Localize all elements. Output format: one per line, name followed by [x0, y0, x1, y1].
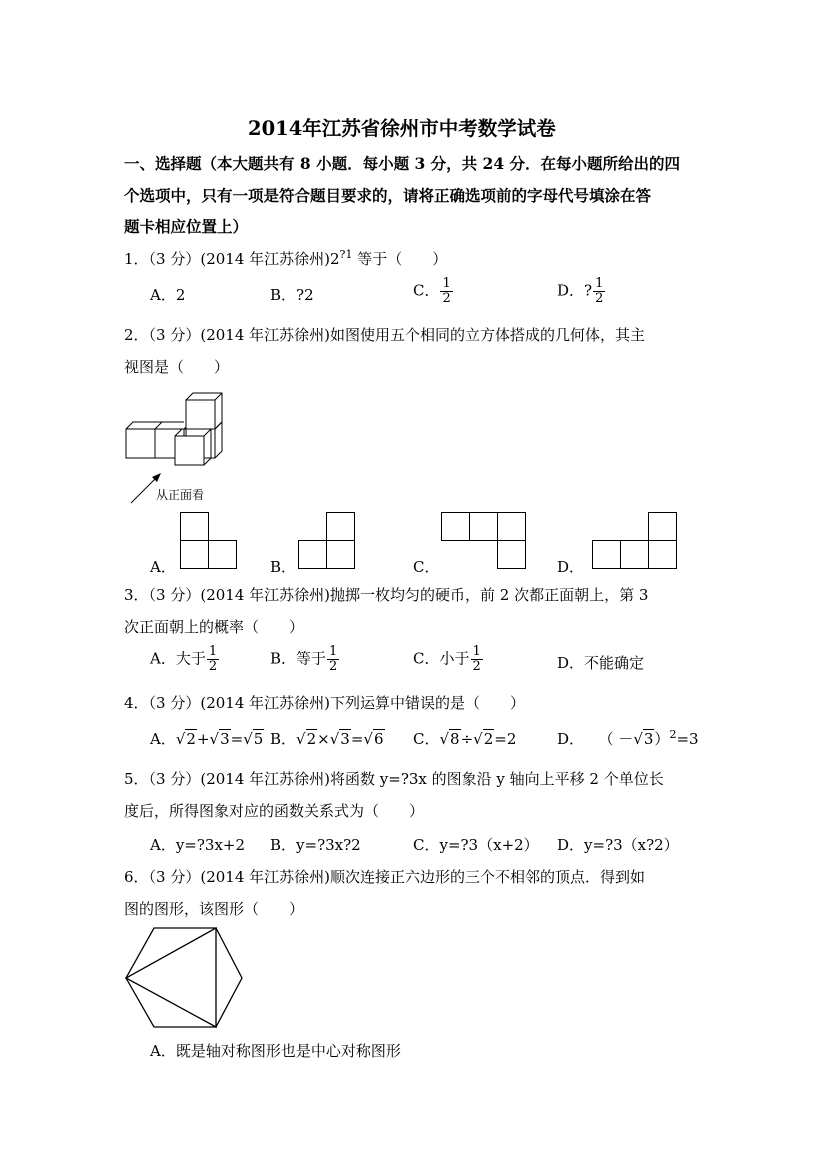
- section-instruction-line1: 一、选择题（本大题共有 8 小题．每小题 3 分，共 24 分．在每小题所给出的四: [124, 154, 681, 173]
- fraction-denominator: 2: [329, 659, 338, 674]
- q2-option-a-label[interactable]: A．: [150, 558, 176, 576]
- q1-stem-prefix: 1．（3 分）(2014 年江苏徐州)2: [124, 250, 340, 268]
- q2-option-b-figure[interactable]: [298, 512, 358, 572]
- option-label: A．: [150, 286, 176, 304]
- sqrt: √2: [175, 730, 196, 748]
- radicand: 3: [220, 730, 230, 748]
- q1-stem-suffix: 等于（ ）: [352, 250, 448, 268]
- q1-option-c[interactable]: [413, 277, 454, 306]
- q2-stem-line2: 视图是（ ）: [124, 358, 230, 376]
- fraction: [440, 277, 452, 306]
- sqrt: √6: [363, 730, 384, 748]
- option-value: ?2: [296, 286, 314, 304]
- sqrt: √3: [633, 730, 654, 748]
- fraction-denominator: 2: [472, 659, 481, 674]
- radicand: 2: [306, 730, 317, 748]
- fraction-denominator: 2: [208, 659, 218, 674]
- q2-option-d-figure[interactable]: [592, 512, 682, 572]
- q5-stem-line2: 度后，所得图象对应的函数关系式为（ ）: [124, 802, 425, 820]
- radicand: 2: [186, 730, 196, 748]
- q1-stem-exponent: ?1: [339, 248, 353, 261]
- fraction-numerator: 1: [595, 276, 604, 291]
- sqrt: √3: [329, 730, 350, 748]
- option-label: C．: [413, 281, 440, 300]
- radicand: 3: [340, 730, 350, 748]
- fraction: [327, 645, 339, 674]
- operator: =: [494, 730, 507, 748]
- page-title: 2014年江苏省徐州市中考数学试卷: [248, 117, 556, 140]
- paren-close: ）: [654, 730, 670, 748]
- q4-option-c[interactable]: [413, 728, 516, 749]
- q5-option-b[interactable]: B．y=?3x?2: [270, 836, 361, 854]
- sqrt: √5: [243, 730, 264, 748]
- section-instruction-line2: 个选项中，只有一项是符合题目要求的，请将正确选项前的字母代号填涂在答: [124, 186, 652, 205]
- exponent: 2: [669, 728, 677, 741]
- section-instruction-line3: 题卡相应位置上）: [124, 217, 249, 236]
- q2-option-c-figure[interactable]: [441, 512, 531, 572]
- q5-option-d[interactable]: D．y=?3（x?2）: [557, 836, 679, 854]
- sqrt: √8: [439, 730, 460, 748]
- fraction-denominator: 2: [595, 291, 604, 306]
- option-result: =3: [676, 730, 699, 748]
- q6-stem-line2: 图的图形，该图形（ ）: [124, 900, 305, 918]
- q3-option-c[interactable]: [413, 645, 484, 674]
- q4-option-d[interactable]: [557, 728, 699, 749]
- sqrt: √2: [473, 730, 494, 748]
- operator: ×: [317, 730, 330, 748]
- q1-option-a[interactable]: [150, 284, 185, 305]
- q6-option-a[interactable]: A．既是轴对称图形也是中心对称图形: [150, 1042, 401, 1060]
- q2-option-c-label[interactable]: C．: [413, 558, 440, 576]
- q1-stem: [124, 248, 447, 269]
- option-label: A．: [150, 730, 176, 748]
- option-text: 大于: [175, 649, 206, 668]
- fraction: [207, 645, 219, 674]
- fraction-numerator: 1: [442, 276, 451, 291]
- operator: =: [230, 730, 244, 748]
- hexagon-figure: [124, 926, 246, 1030]
- fraction-denominator: 2: [442, 291, 451, 306]
- q2-cube-figure: [120, 388, 230, 478]
- q1-option-d[interactable]: [557, 277, 606, 306]
- q3-stem-line2: 次正面朝上的概率（ ）: [124, 618, 305, 636]
- option-label: A．: [150, 649, 176, 668]
- operator: +: [196, 730, 210, 748]
- radicand: 6: [373, 730, 384, 748]
- paren-open: （ －: [606, 730, 634, 748]
- q3-option-b[interactable]: [270, 645, 340, 674]
- q5-option-c[interactable]: C．y=?3（x+2）: [413, 836, 539, 854]
- sqrt: √3: [209, 730, 230, 748]
- option-label: B．: [270, 730, 297, 748]
- sqrt: √2: [296, 730, 317, 748]
- fraction: [593, 277, 605, 306]
- q3-option-a[interactable]: [150, 645, 220, 674]
- fraction-numerator: 1: [208, 644, 218, 659]
- q2-stem-line1: 2．（3 分）(2014 年江苏徐州)如图使用五个相同的立方体搭成的几何体，其主: [124, 326, 646, 344]
- fraction-numerator: 1: [472, 644, 481, 659]
- option-value: 2: [175, 286, 186, 304]
- radicand: 5: [253, 730, 264, 748]
- radicand: 3: [643, 730, 654, 748]
- option-label: D．: [557, 654, 585, 672]
- radicand: 8: [450, 730, 460, 748]
- option-text: 不能确定: [584, 654, 645, 672]
- q2-option-d-label[interactable]: D．: [557, 558, 585, 576]
- q5-option-a[interactable]: A．y=?3x+2: [150, 836, 246, 854]
- q1-option-b[interactable]: [270, 284, 314, 305]
- operator: ÷: [460, 730, 474, 748]
- option-text: 等于: [296, 649, 327, 668]
- fraction: [471, 645, 483, 674]
- q3-option-d[interactable]: [557, 652, 644, 673]
- q6-stem-line1: 6．（3 分）(2014 年江苏徐州)顺次连接正六边形的三个不相邻的顶点．得到如: [124, 868, 646, 886]
- q4-option-b[interactable]: [270, 728, 385, 749]
- q2-option-a-figure[interactable]: [180, 512, 240, 572]
- option-text: 小于: [439, 649, 470, 668]
- option-label: D．: [557, 281, 585, 300]
- fraction-numerator: 1: [329, 644, 338, 659]
- q5-stem-line1: 5．（3 分）(2014 年江苏徐州)将函数 y=?3x 的图象沿 y 轴向上平移 2 个单位长: [124, 770, 664, 788]
- option-label: D．: [557, 730, 585, 748]
- option-result: 2: [506, 730, 517, 748]
- operator: =: [350, 730, 364, 748]
- q4-option-a[interactable]: [150, 728, 264, 749]
- option-prefix: ?: [584, 281, 593, 300]
- q3-stem-line1: 3．（3 分）(2014 年江苏徐州)抛掷一枚均匀的硬币，前 2 次都正面朝上，第 3: [124, 586, 649, 604]
- radicand: 2: [483, 730, 494, 748]
- option-label: C．: [413, 730, 440, 748]
- q4-stem: 4．（3 分）(2014 年江苏徐州)下列运算中错误的是（ ）: [124, 694, 526, 712]
- option-label: B．: [270, 649, 297, 668]
- option-label: C．: [413, 649, 440, 668]
- view-direction-label: 从正面看: [156, 488, 205, 502]
- q2-option-b-label[interactable]: B．: [270, 558, 297, 576]
- option-label: B．: [270, 286, 297, 304]
